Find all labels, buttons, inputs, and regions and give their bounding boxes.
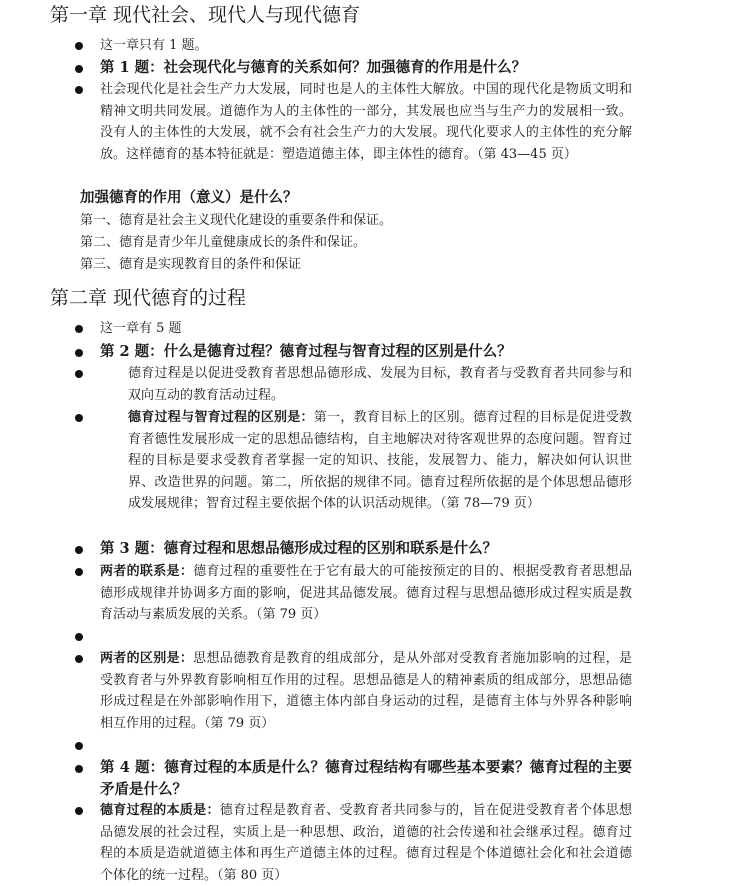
question-1-text: 第 1 题：社会现代化与德育的关系如何？加强德育的作用是什么？ xyxy=(100,59,527,76)
answer-2-difference-item xyxy=(100,407,632,515)
point-3: 第三、德育是实现教育目的条件和保证 xyxy=(80,257,302,272)
answer-3-difference-text: 思想品德教育是教育的组成部分，是从外部对受教育者施加影响的过程，是受教育者与外界教育影响相互作用的过程。思想品德是人的精神素质的组成部分，思想品德形成过程是在外部影响作用下，道德主体内部自身运动的过程，是德育主体与外界各种影响相互作用的过程。（第 79 页） xyxy=(100,651,632,731)
question-2-text: 第 2 题：什么是德育过程？德育过程与智育过程的区别是什么？ xyxy=(100,343,512,360)
answer-2-difference-lead: 德育过程与智育过程的区别是： xyxy=(128,410,314,425)
bullet-icon xyxy=(75,568,83,576)
question-3-text: 第 3 题：德育过程和思想品德形成过程的区别和联系是什么？ xyxy=(100,540,498,557)
point-2: 第二、德育是青少年儿童健康成长的条件和保证。 xyxy=(80,235,367,250)
chapter-1-count-item xyxy=(100,35,632,57)
bullet-icon xyxy=(75,633,83,641)
answer-3-relation-lead: 两者的联系是： xyxy=(100,564,194,579)
bullet-icon xyxy=(75,65,83,73)
bullet-icon xyxy=(75,765,83,773)
question-2-item xyxy=(100,341,632,363)
answer-2-definition: 德育过程是以促进受教育者思想品德形成、发展为目标，教育者与受教育者共同参与和双向互动的教育活动过程。 xyxy=(128,366,632,403)
question-4-item xyxy=(100,757,632,801)
chapter-2-count-note: 这一章有 5 题 xyxy=(100,321,182,336)
point-1: 第一、德育是社会主义现代化建设的重要条件和保证。 xyxy=(80,213,393,228)
answer-4-text: 德育过程是教育者、受教育者共同参与的，旨在促进受教育者个体思想品德发展的社会过程，实质上是一种思想、政治，道德的社会传递和社会继承过程。德育过程的本质是造就道德主体和再生产道德主体的过程。德育过程是个体道德社会化和社会道德个体化的统一过程。（第 80 页） xyxy=(100,803,632,883)
chapter-2-count-item xyxy=(100,318,632,340)
bullet-icon xyxy=(75,807,83,815)
bullet-icon xyxy=(75,325,83,333)
answer-3-relation-text: 德育过程的重要性在于它有最大的可能按预定的目的、根据受教育者思想品德形成规律并协调多方面的影响，促进其品德发展。德育过程与思想品德形成过程实质是教育活动与素质发展的关系。（第 79 页） xyxy=(100,564,632,622)
answer-2-definition-item xyxy=(100,363,632,406)
answer-3-relation-item xyxy=(100,561,632,626)
answer-3-difference-lead: 两者的区别是： xyxy=(100,651,194,666)
bullet-icon xyxy=(75,414,83,422)
bullet-icon xyxy=(75,546,83,554)
answer-4-item xyxy=(100,800,632,886)
bullet-icon xyxy=(75,42,83,50)
bullet-icon xyxy=(75,742,83,750)
question-3-item xyxy=(100,538,632,560)
question-1-item xyxy=(100,57,632,79)
subheading-strengthen-role: 加强德育的作用（意义）是什么？ xyxy=(80,189,298,206)
bullet-icon xyxy=(75,655,83,663)
answer-2-difference-text: 第一，教育目标上的区别。德育过程的目标是促进受教育者德性发展形成一定的思想品德结构，自主地解决对待客观世界的态度问题。智育过程的目标是要求受教育者掌握一定的知识、技能，发展智力、能力，解决如何认识世界、改造世界的问题。第二，所依据的规律不同。德育过程所依据的是个体思想品德形成发展规律；智育过程主要依据个体的认识活动规律。（第 78—79 页） xyxy=(128,410,632,511)
answer-4-lead: 德育过程的本质是： xyxy=(100,803,220,818)
answer-1-item xyxy=(100,79,632,165)
chapter-1-count-note: 这一章只有 1 题。 xyxy=(100,38,208,53)
chapter-1-title: 第一章 现代社会、现代人与现代德育 xyxy=(50,4,361,26)
question-4-text: 第 4 题：德育过程的本质是什么？德育过程结构有哪些基本要素？德育过程的主要矛盾是什么？ xyxy=(100,759,632,798)
answer-1-text: 社会现代化是社会生产力大发展，同时也是人的主体性大解放。中国的现代化是物质文明和精神文明共同发展。道德作为人的主体性的一部分，其发展也应当与生产力的发展相一致。没有人的主体性的大发展，就不会有社会生产力的大发展。现代化要求人的主体性的充分解放。这样德育的基本特征就是：塑造道德主体，即主体性的德育。（第 43—45 页） xyxy=(100,82,632,162)
answer-3-difference-item xyxy=(100,648,632,734)
chapter-2-title: 第二章 现代德育的过程 xyxy=(50,287,247,309)
bullet-icon xyxy=(75,349,83,357)
bullet-icon xyxy=(75,86,83,94)
bullet-icon xyxy=(75,370,83,378)
